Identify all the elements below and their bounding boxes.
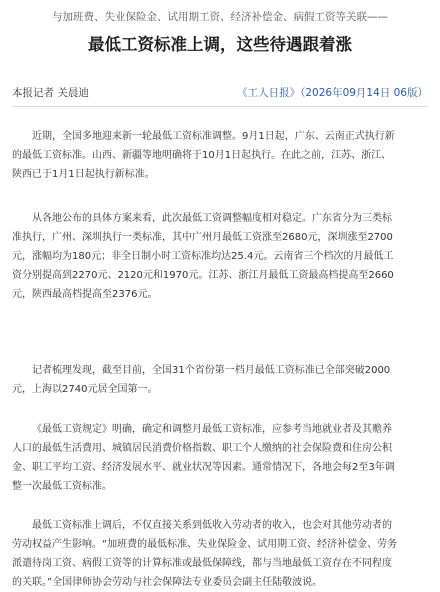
paragraph-line: 《最低工资规定》明确，确定和调整月最低工资标准，应参考当地就业者及其赡养 (32, 424, 392, 435)
article-paragraph (12, 209, 428, 304)
paragraph-line: 资分别提高到2270元、2120元和1970元。江苏、浙江月最低工资最高档提高至2660 (12, 270, 394, 281)
article-paragraph (12, 420, 428, 496)
paragraph-line: 派遣待岗工资、病假工资等的计算标准或最低保障线，都与当地最低工资存在不同程度 (12, 558, 392, 569)
paragraph-line: 近期，全国多地迎来新一轮最低工资标准调整。9月1日起，广东、云南正式执行新 (32, 131, 395, 142)
paragraph-line: 陕西已于1月1日起执行新标准。 (12, 169, 155, 180)
paragraph-line: 记者梳理发现，截至目前，全国31个省份第一档月最低工资标准已全部突破2000 (32, 365, 391, 376)
article-source-link[interactable]: 《工人日报》（2026年09月14日 06版） (237, 87, 428, 99)
article-paragraph (12, 127, 428, 184)
article-title: 最低工资标准上调，这些待遇跟着涨 (88, 35, 352, 54)
article-paragraph (12, 516, 428, 592)
paragraph-line: 劳动权益产生影响。“加班费的最低标准、失业保险金、试用期工资、经济补偿金、劳务 (12, 539, 398, 550)
article-paragraph (12, 361, 428, 399)
paragraph-line: 整一次最低工资标准。 (12, 481, 112, 492)
paragraph-line: 最低工资标准上调后，不仅直接关系到低收入劳动者的收入，也会对其他劳动者的 (32, 520, 392, 531)
article-kicker: 与加班费、失业保险金、试用期工资、经济补偿金、病假工资等关联—— (52, 11, 388, 23)
paragraph-line: 金、职工平均工资、经济发展水平、就业状况等因素。通常情况下，各地会每2至3年调 (12, 462, 395, 473)
header-divider (12, 106, 428, 107)
paragraph-line: 准执行，广州、深圳执行一类标准，其中广州月最低工资涨至2680元，深圳涨至2700 (12, 232, 393, 243)
paragraph-line: 的最低工资标准。山西、新疆等地明确将于10月1日起执行。在此之前，江苏、浙江、 (12, 150, 392, 161)
paragraph-line: 人口的最低生活费用、城镇居民消费价格指数、职工个人缴纳的社会保险费和住房公积 (12, 443, 392, 454)
paragraph-line: 从各地公布的具体方案来看，此次最低工资调整幅度相对稳定。广东省分为三类标 (32, 213, 392, 224)
paragraph-line: 元，陕西最高档提高至2376元。 (12, 289, 158, 300)
article-byline: 本报记者 关晨迪 (12, 87, 89, 99)
paragraph-line: 的关联。”全国律师协会劳动与社会保障法专业委员会副主任陆敬波说。 (12, 577, 323, 588)
paragraph-line: 元，上海以2740元居全国第一。 (12, 384, 158, 395)
paragraph-line: 元，涨幅均为180元；非全日制小时工资标准均达25.4元。云南省三个档次的月最低工 (12, 251, 394, 262)
